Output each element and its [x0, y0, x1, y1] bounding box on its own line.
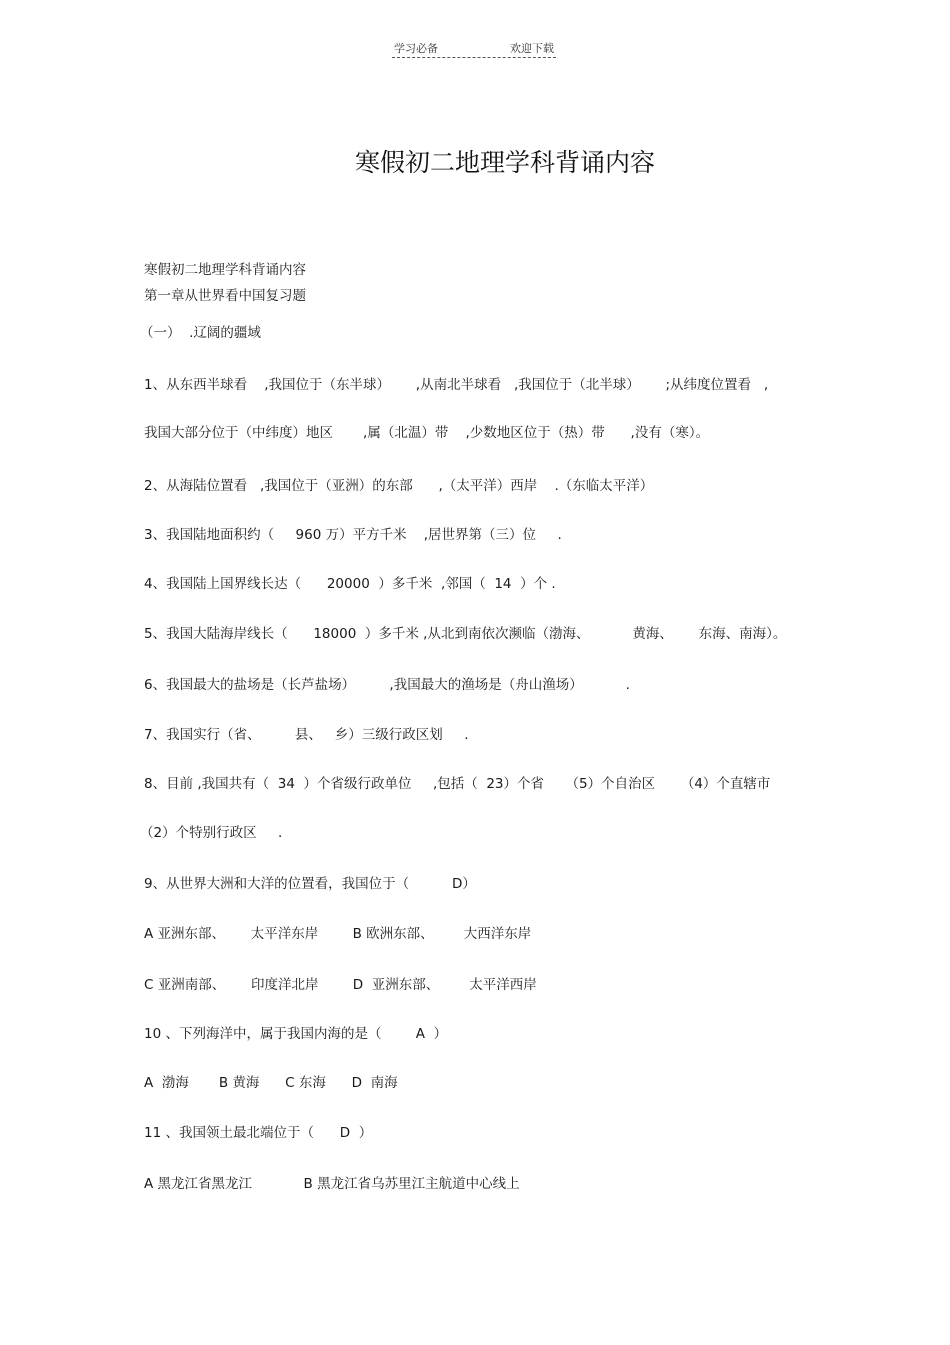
- question-line: 11 、我国领土最北端位于（ D ）: [144, 1125, 373, 1141]
- paragraph-line: 我国大部分位于（中纬度）地区 ,属（北温）带 ,少数地区位于（热）带 ,没有（寒）。: [144, 425, 710, 441]
- chapter-heading: 第一章从世界看中国复习题: [144, 288, 306, 304]
- header-right-text: 欢迎下载: [510, 42, 554, 55]
- question-line: 9、从世界大洲和大洋的位置看，我国位于（ D）: [144, 876, 476, 892]
- document-title: 寒假初二地理学科背诵内容: [354, 148, 655, 177]
- question-line: 10 、下列海洋中，属于我国内海的是（ A ）: [144, 1026, 448, 1042]
- answer-options: A 渤海 B 黄海 C 东海 D 南海: [144, 1075, 398, 1091]
- paragraph-line: 2、从海陆位置看 ,我国位于（亚洲）的东部 ,（太平洋）西岸 .（东临太平洋）: [144, 478, 654, 494]
- paragraph-line: 8、目前 ,我国共有（ 34 ）个省级行政单位 ,包括（ 23）个省 （5）个自治区 （4）个直辖市: [144, 776, 771, 792]
- paragraph-line: 1、从东西半球看 ,我国位于（东半球） ,从南北半球看 ,我国位于（北半球） ;从纬度位置看 ,: [144, 377, 769, 393]
- header-left-text: 学习必备: [394, 42, 438, 55]
- paragraph-line: 4、我国陆上国界线长达（ 20000 ）多千米 ,邻国（ 14 ）个 .: [144, 576, 556, 592]
- section-heading: （一） .辽阔的疆域: [140, 325, 261, 341]
- answer-options: C 亚洲南部、 印度洋北岸 D 亚洲东部、 太平洋西岸: [144, 977, 537, 993]
- answer-options: A 黑龙江省黑龙江 B 黑龙江省乌苏里江主航道中心线上: [144, 1176, 520, 1192]
- answer-options: A 亚洲东部、 太平洋东岸 B 欧洲东部、 大西洋东岸: [144, 926, 532, 942]
- paragraph-line: 7、我国实行（省、 县、 乡）三级行政区划 .: [144, 727, 469, 743]
- paragraph-line: 6、我国最大的盐场是（长芦盐场） ,我国最大的渔场是（舟山渔场） .: [144, 677, 630, 693]
- subtitle-line: 寒假初二地理学科背诵内容: [144, 262, 306, 278]
- paragraph-line: 5、我国大陆海岸线长（ 18000 ）多千米 ,从北到南依次濒临（渤海、 黄海、 东海、南海）。: [144, 626, 787, 642]
- page-header: [392, 40, 556, 58]
- paragraph-line: （2）个特别行政区 .: [140, 825, 283, 841]
- paragraph-line: 3、我国陆地面积约（ 960 万）平方千米 ,居世界第（三）位 .: [144, 527, 562, 543]
